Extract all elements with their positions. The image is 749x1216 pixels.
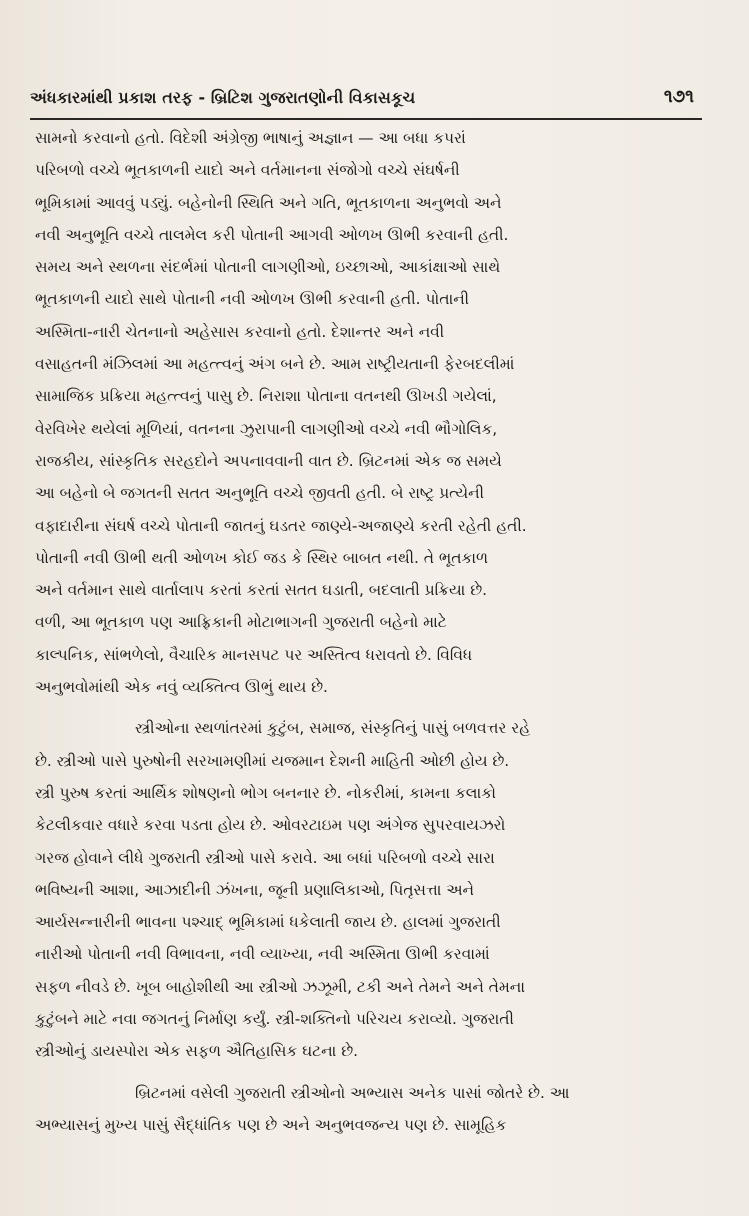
running-header bbox=[30, 82, 702, 120]
page-number: ૧૭૧ bbox=[663, 86, 694, 107]
text-line: વસાહતની મંઝિલમાં આ મહત્ત્વનું અંગ બને છે. આમ રાષ્ટ્રીયતાની ફેરબદલીમાં bbox=[35, 355, 515, 374]
paragraph-gap bbox=[35, 703, 711, 712]
paragraph-2 bbox=[35, 712, 711, 1067]
text-line: નારીઓ પોતાની નવી વિભાવના, નવી વ્યાખ્યા, નવી અસ્મિતા ઊભી કરવામાં bbox=[35, 945, 490, 964]
text-line: કાલ્પનિક, સાંભળેલો, વૈચારિક માનસપટ પર અસ્તિત્વ ધરાવતો છે. વિવિધ bbox=[35, 645, 473, 664]
paragraph-gap bbox=[35, 1068, 711, 1077]
text-line: સમય અને સ્થળના સંદર્ભમાં પોતાની લાગણીઓ, ઇચ્છાઓ, આકાંક્ષાઓ સાથે bbox=[35, 258, 501, 277]
text-line: પરિબળો વચ્ચે ભૂતકાળની યાદો અને વર્તમાનના સંજોગો વચ્ચે સંઘર્ષની bbox=[35, 161, 460, 180]
text-line: ભૂમિકામાં આવવું પડ્યું. બહેનોની સ્થિતિ અને ગતિ, ભૂતકાળના અનુભવો અને bbox=[35, 193, 502, 212]
text-line: છે. સ્ત્રીઓ પાસે પુરુષોની સરખામણીમાં યજમાન દેશની માહિતી ઓછી હોય છે. bbox=[35, 751, 510, 770]
text-line: રાજકીય, સાંસ્કૃતિક સરહદોને અપનાવવાની વાત છે. બ્રિટનમાં એક જ સમયે bbox=[35, 451, 502, 470]
text-line: વફાદારીના સંઘર્ષ વચ્ચે પોતાની જાતનું ઘડતર જાણ્યે-અજાણ્યે કરતી રહેતી હતી. bbox=[35, 516, 527, 535]
paragraph-3 bbox=[35, 1077, 711, 1142]
text-line: આર્યસન્નારીની ભાવના પશ્ચાદ્ ભૂમિકામાં ધકેલાતી જાય છે. હાલમાં ગુજરાતી bbox=[35, 913, 501, 932]
text-line: વળી, આ ભૂતકાળ પણ આફ્રિકાની મોટાભાગની ગુજરાતી બહેનો માટે bbox=[35, 613, 447, 632]
text-line: નવી અનુભૂતિ વચ્ચે તાલમેલ કરી પોતાની આગવી ઓળખ ઊભી કરવાની હતી. bbox=[35, 225, 509, 244]
body-text bbox=[35, 122, 711, 1141]
header-title: અંધકારમાંથી પ્રકાશ તરફ - બ્રિટિશ ગુજરાતણોની વિકાસકૂચ bbox=[30, 88, 416, 107]
text-line: અસ્મિતા-નારી ચેતનાનો અહેસાસ કરવાનો હતો. દેશાન્તર અને નવી bbox=[35, 322, 445, 341]
text-line: અને વર્તમાન સાથે વાર્તાલાપ કરતાં કરતાં સતત ઘડાતી, બદલાતી પ્રક્રિયા છે. bbox=[35, 581, 487, 600]
paragraph-1 bbox=[35, 122, 711, 703]
text-line: અભ્યાસનું મુખ્ય પાસું સૈદ્ધાંતિક પણ છે અને અનુભવજન્ય પણ છે. સામૂહિક bbox=[35, 1115, 507, 1134]
text-line: કુટુંબને માટે નવા જગતનું નિર્માણ કર્યું. સ્ત્રી-શક્તિનો પરિચય કરાવ્યો. ગુજરાતી bbox=[35, 1010, 514, 1029]
text-line: કેટલીકવાર વધારે કરવા પડતા હોય છે. ઓવરટાઇમ પણ અંગેજ સુપરવાયઝરો bbox=[35, 816, 506, 835]
text-line: સ્ત્રીઓનું ડાયસ્પોરા એક સફળ ઐતિહાસિક ઘટના છે. bbox=[35, 1042, 359, 1061]
text-line: સામાજિક પ્રક્રિયા મહત્ત્વનું પાસુ છે. નિરાશા પોતાના વતનથી ઊખડી ગયેલાં, bbox=[35, 387, 497, 406]
text-line: આ બહેનો બે જગતની સતત અનુભૂતિ વચ્ચે જીવતી હતી. બે રાષ્ટ્ર પ્રત્યેની bbox=[35, 484, 485, 503]
text-line: વેરવિખેર થયેલાં મૂળિયાં, વતનના ઝુરાપાની લાગણીઓ વચ્ચે નવી ભૌગોલિક, bbox=[35, 419, 498, 438]
text-line: સ્ત્રી પુરુષ કરતાં આર્થિક શોષણનો ભોગ બનનાર છે. નોકરીમાં, કામના કલાકો bbox=[35, 783, 496, 802]
text-line: સફળ નીવડે છે. ખૂબ બાહોશીથી આ સ્ત્રીઓ ઝઝૂમી, ટકી અને તેમને અને તેમના bbox=[35, 977, 525, 996]
text-line: બ્રિટનમાં વસેલી ગુજરાતી સ્ત્રીઓનો અભ્યાસ અનેક પાસાં જોતરે છે. આ bbox=[135, 1083, 570, 1102]
text-line: અનુભવોમાંથી એક નવું વ્યક્તિત્વ ઊભું થાય છે. bbox=[35, 678, 328, 697]
text-line: પોતાની નવી ઊભી થતી ઓળખ કોઈ જડ કે સ્થિર બાબત નથી. તે ભૂતકાળ bbox=[35, 548, 489, 567]
text-line: ગરજ હોવાને લીધે ગુજરાતી સ્ત્રીઓ પાસે કરાવે. આ બધાં પરિબળો વચ્ચે સારા bbox=[35, 848, 495, 867]
text-line: સામનો કરવાનો હતો. વિદેશી અંગ્રેજી ભાષાનું અજ્ઞાન — આ બધા કપરાં bbox=[35, 129, 466, 147]
text-line: ભવિષ્યની આશા, આઝાદીની ઝંખના, જૂની પ્રણાલિકાઓ, પિતૃસત્તા અને bbox=[35, 880, 474, 899]
text-line: ભૂતકાળની યાદો સાથે પોતાની નવી ઓળખ ઊભી કરવાની હતી. પોતાની bbox=[35, 290, 470, 309]
text-line: સ્ત્રીઓના સ્થળાંતરમાં કુટુંબ, સમાજ, સંસ્કૃતિનું પાસું બળવત્તર રહે bbox=[135, 719, 531, 738]
